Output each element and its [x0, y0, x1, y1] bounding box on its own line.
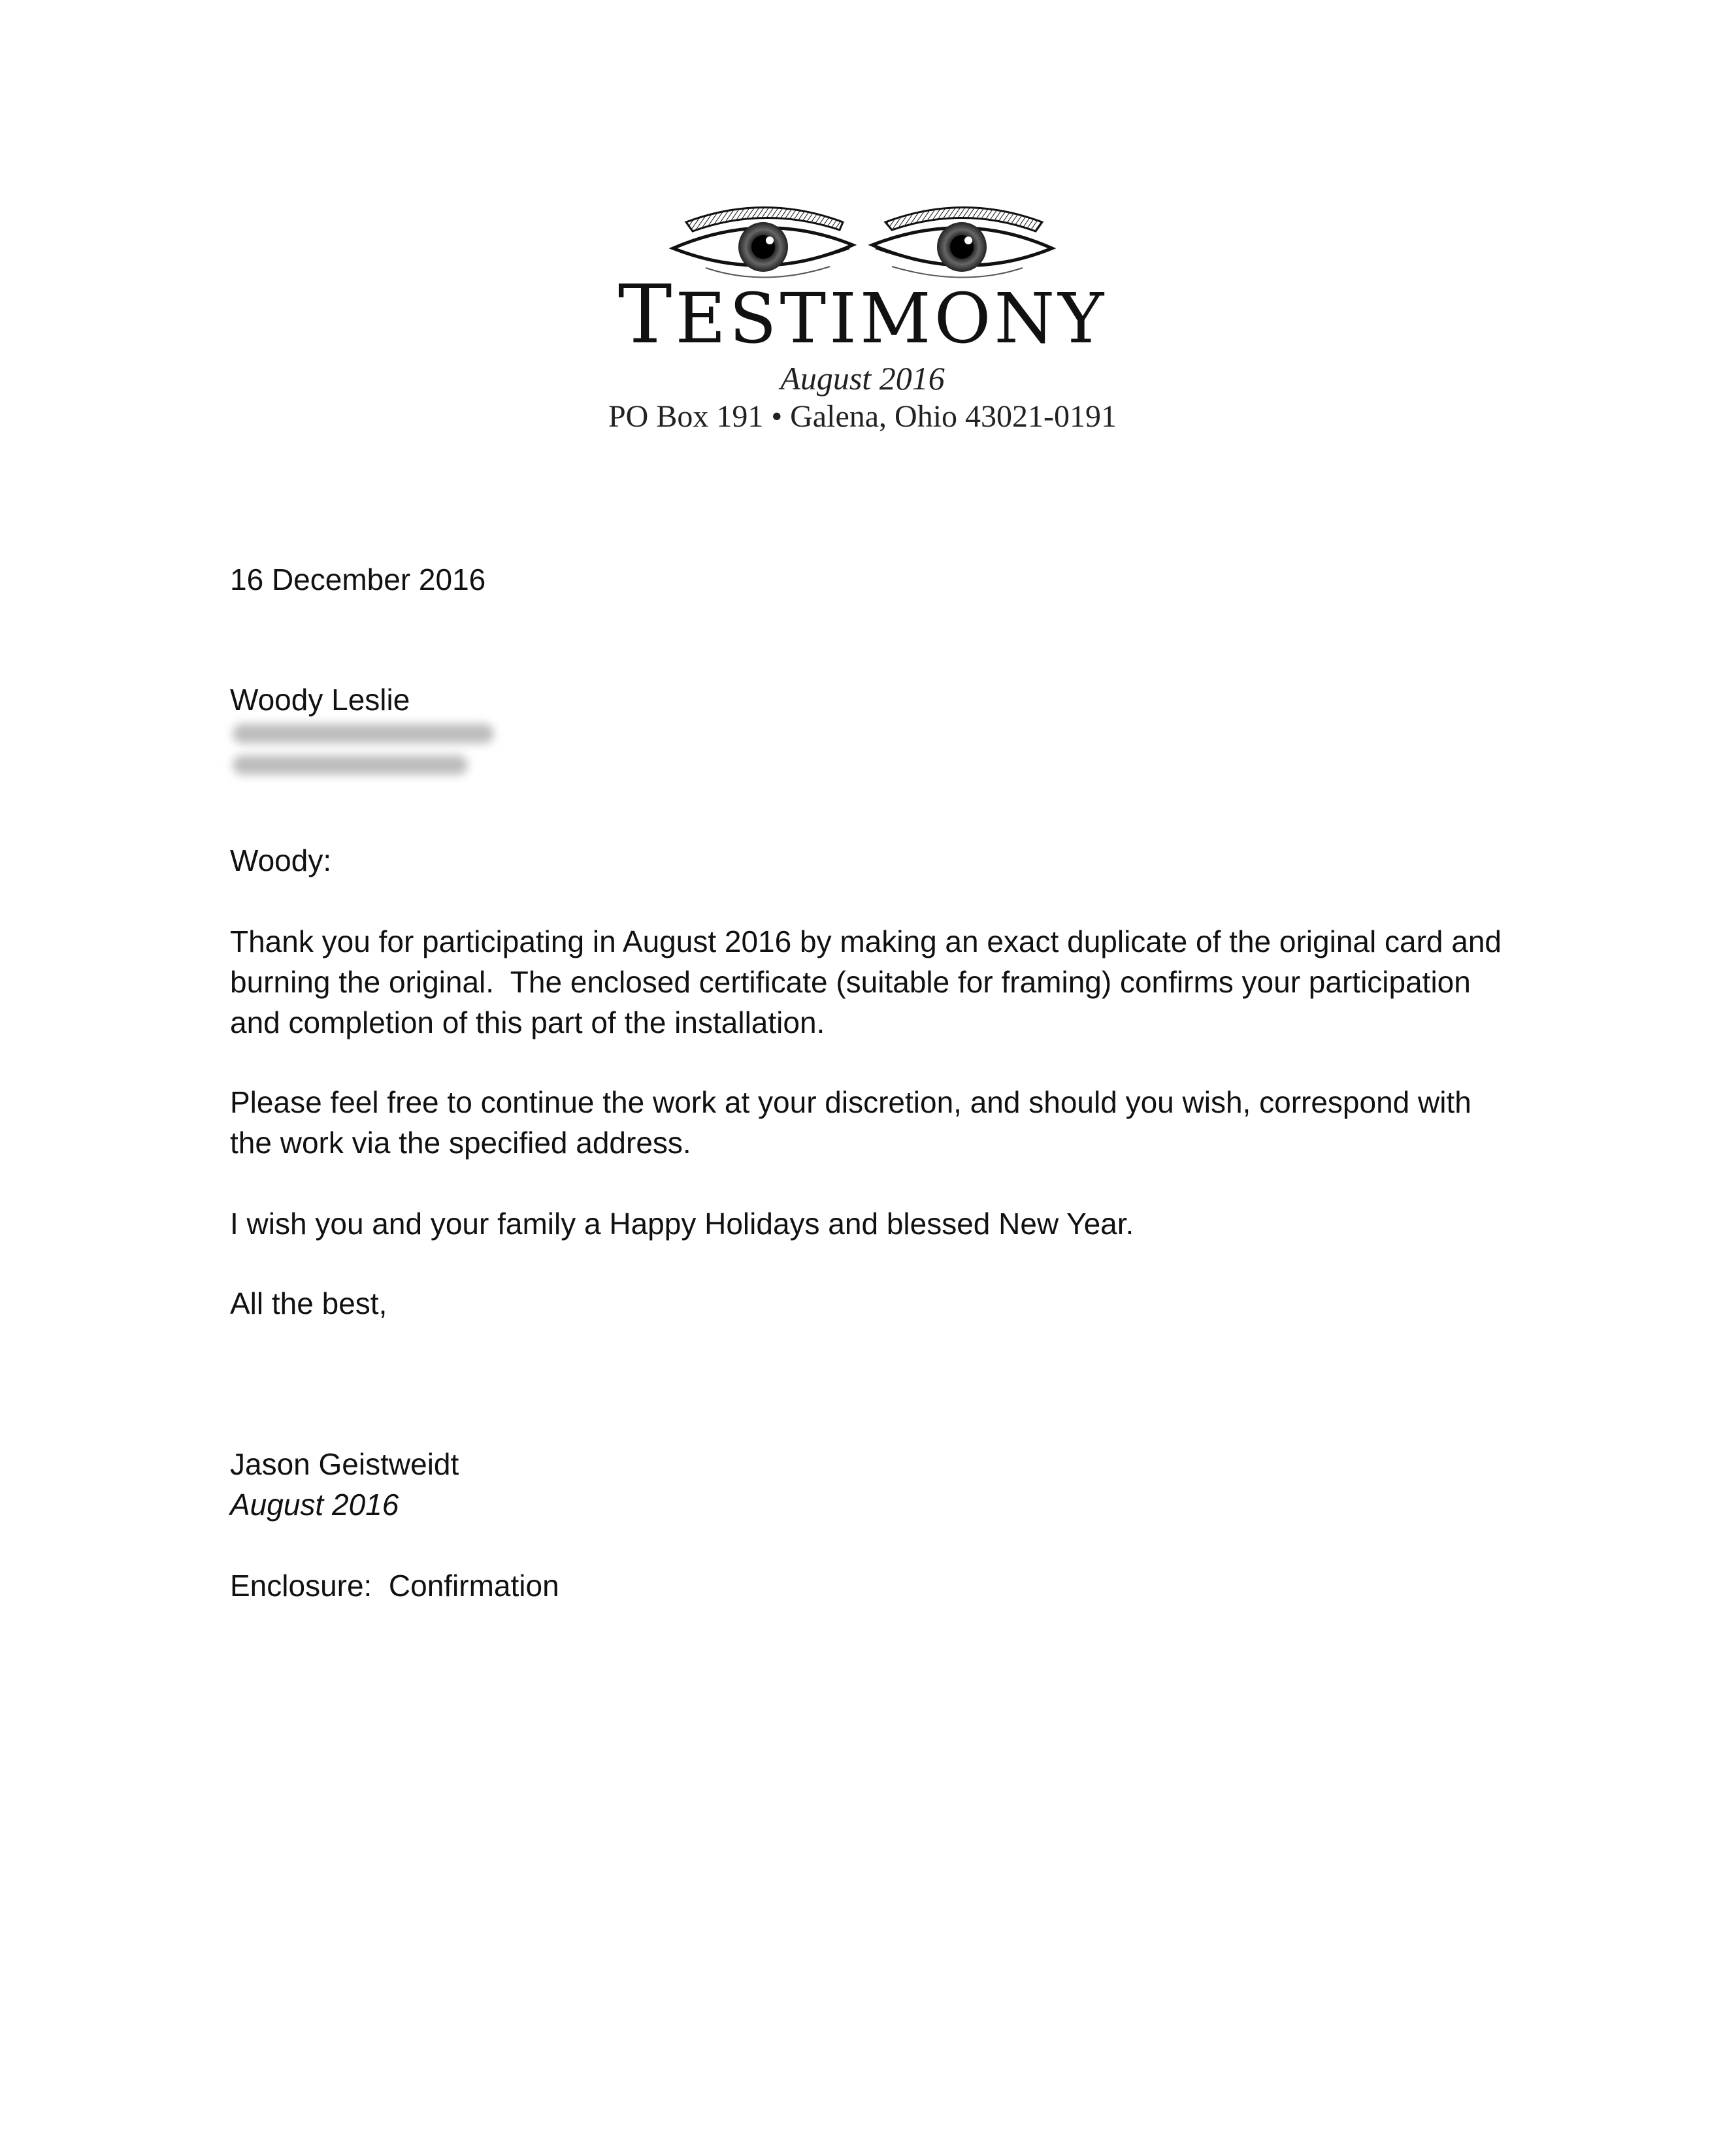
- paragraph-1-line-3: and completion of this part of the installation.: [230, 1005, 825, 1039]
- paragraph-3: I wish you and your family a Happy Holidays and blessed New Year.: [230, 1207, 1134, 1241]
- closing: All the best,: [230, 1286, 387, 1320]
- brand-initial: T: [617, 268, 676, 362]
- brand-rest: ESTIMONY: [675, 278, 1108, 359]
- salutation: Woody:: [230, 843, 332, 877]
- enclosure-note: Enclosure: Confirmation: [230, 1569, 559, 1603]
- paragraph-2-line-2: the work via the specified address.: [230, 1126, 691, 1160]
- signer-name: Jason Geistweidt: [230, 1447, 459, 1481]
- letter-date: 16 December 2016: [230, 563, 486, 596]
- paragraph-1-line-2: burning the original. The enclosed certificate (suitable for framing) confirms your participation: [230, 965, 1471, 999]
- paragraph-1-line-1: Thank you for participating in August 2016 by making an exact duplicate of the original card and: [230, 924, 1502, 958]
- eyes-engraving-icon: [666, 196, 1059, 287]
- brand-title: [0, 268, 1725, 362]
- letterhead-address: PO Box 191 • Galena, Ohio 43021-0191: [608, 399, 1117, 434]
- paragraph-2-line-1: Please feel free to continue the work at your discretion, and should you wish, correspond with: [230, 1085, 1471, 1119]
- letterhead: [0, 196, 1725, 434]
- recipient-name: Woody Leslie: [230, 683, 410, 717]
- redacted-address: [229, 712, 503, 796]
- letterhead-project: August 2016: [780, 360, 945, 397]
- signer-project: August 2016: [230, 1488, 399, 1522]
